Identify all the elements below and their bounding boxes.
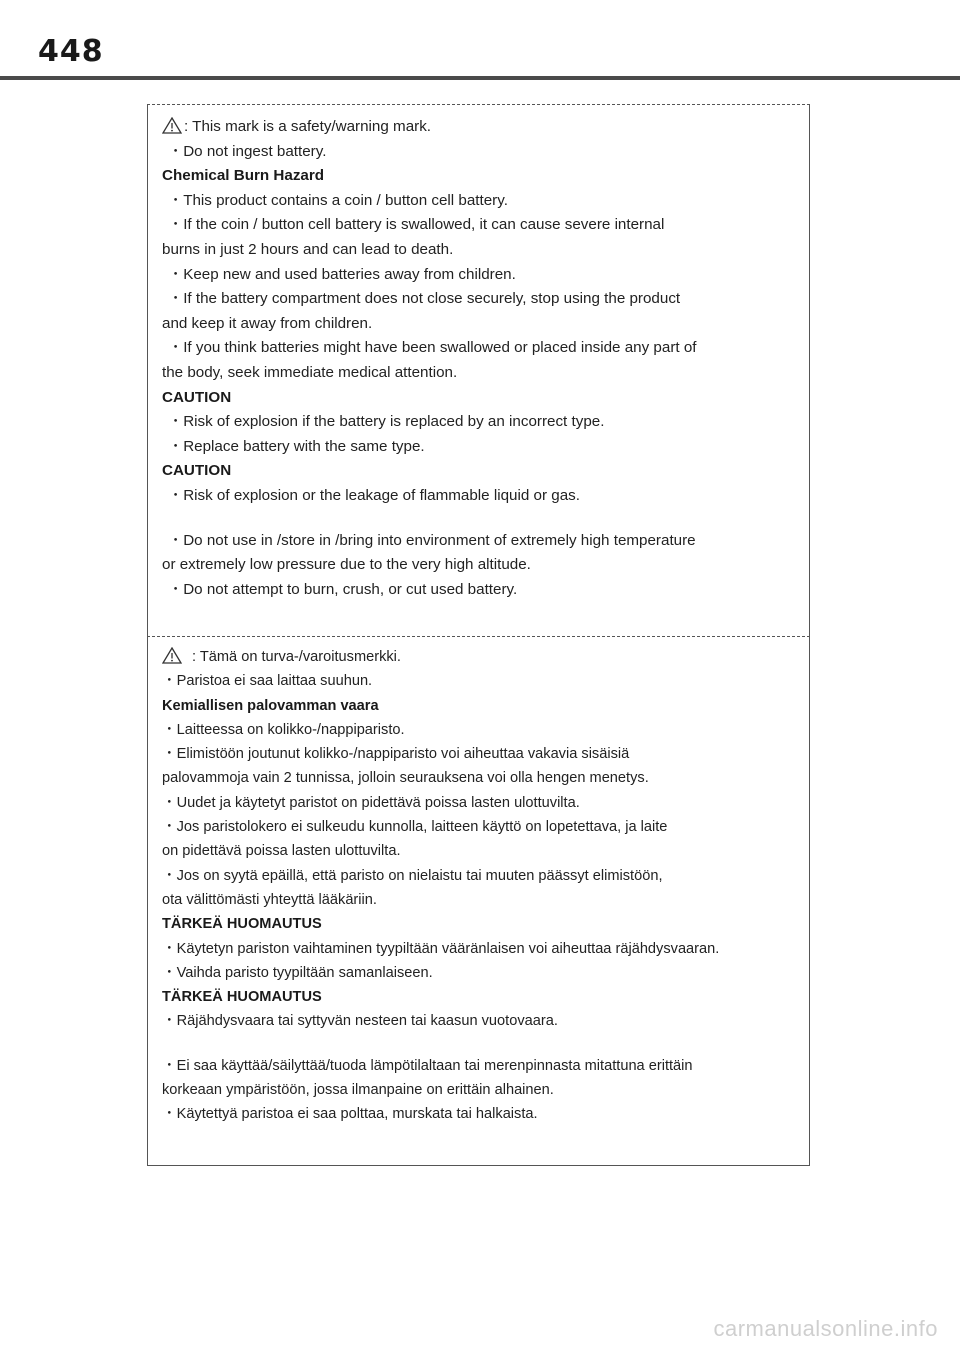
notice-line: ・Risk of explosion or the leakage of flammable liquid or gas. [168,486,580,504]
notice-line: ・Ei saa käyttää/säilyttää/tuoda lämpötilaltaan tai merenpinnasta mitattuna erittäin [162,1057,693,1074]
warning-mark-text: : This mark is a safety/warning mark. [184,118,432,135]
notice-line: ・If the battery compartment does not close securely, stop using the product [168,290,681,308]
notice-line: ・Räjähdysvaara tai syttyvän nesteen tai kaasun vuotovaara. [162,1013,558,1030]
finnish-safety-notice [147,636,810,1166]
notice-line: ・Do not attempt to burn, crush, or cut used battery. [168,580,518,598]
notice-line: the body, seek immediate medical attention. [162,363,458,381]
notice-line: ・Paristoa ei saa laittaa suuhun. [162,673,373,690]
spacer [162,509,803,529]
notice-line: ・Keep new and used batteries away from children. [168,265,516,283]
notice-line: ・Käytettyä paristoa ei saa polttaa, murskata tai halkaista. [162,1106,538,1123]
warning-mark-line [162,645,803,669]
caution-heading: CAUTION [162,462,232,480]
notice-line: palovammoja vain 2 tunnissa, jolloin seurauksena voi olla hengen menetys. [162,770,649,787]
notice-line: ・Jos paristolokero ei sulkeudu kunnolla, laitteen käyttö on lopetettava, ja laite [162,819,668,836]
notice-line: korkeaan ympäristöön, jossa ilmanpaine on erittäin alhainen. [162,1082,554,1099]
notice-line: ・Käytetyn pariston vaihtaminen tyypiltään vääränlaisen voi aiheuttaa räjähdysvaaran. [162,940,720,957]
notice-line: burns in just 2 hours and can lead to death. [162,240,454,258]
warning-triangle-icon [162,117,182,134]
notice-line: on pidettävä poissa lasten ulottuvilta. [162,843,401,860]
spacer [162,1034,803,1054]
notice-line: ・Jos on syytä epäillä, että paristo on nielaistu tai muuten päässyt elimistöön, [162,867,663,884]
english-safety-notice [147,104,810,636]
warning-mark-line [162,115,803,140]
notice-line: and keep it away from children. [162,314,373,332]
warning-triangle-icon [162,647,182,664]
notice-line: ・This product contains a coin / button cell battery. [168,191,508,209]
chemical-burn-heading: Kemiallisen palovamman vaara [162,697,379,714]
header-rule [0,76,960,80]
watermark: carmanualsonline.info [713,1316,938,1341]
page-number: 448 [38,34,104,69]
notice-line: ・Laitteessa on kolikko-/nappiparisto. [162,721,405,738]
warning-mark-text: : Tämä on turva-/varoitusmerkki. [192,649,401,665]
notice-line: ・If you think batteries might have been swallowed or placed inside any part of [168,339,697,357]
notice-line: ・Do not use in /store in /bring into environment of extremely high temperature [168,531,696,549]
notice-line: ・If the coin / button cell battery is swallowed, it can cause severe internal [168,216,665,234]
notice-line: ・Uudet ja käytetyt paristot on pidettävä poissa lasten ulottuvilta. [162,794,580,811]
caution-heading: CAUTION [162,388,232,406]
caution-heading: TÄRKEÄ HUOMAUTUS [162,989,322,1006]
notice-line: ・Risk of explosion if the battery is replaced by an incorrect type. [168,413,605,431]
notice-line: ・Do not ingest battery. [168,142,327,160]
notice-line: ota välittömästi yhteyttä lääkäriin. [162,891,377,908]
notice-line: or extremely low pressure due to the very high altitude. [162,556,531,574]
notice-line: ・Replace battery with the same type. [168,437,425,455]
chemical-burn-heading: Chemical Burn Hazard [162,167,325,185]
notice-line: ・Elimistöön joutunut kolikko-/nappiparisto voi aiheuttaa vakavia sisäisiä [162,746,630,763]
notice-line: ・Vaihda paristo tyypiltään samanlaiseen. [162,964,433,981]
caution-heading: TÄRKEÄ HUOMAUTUS [162,916,322,933]
